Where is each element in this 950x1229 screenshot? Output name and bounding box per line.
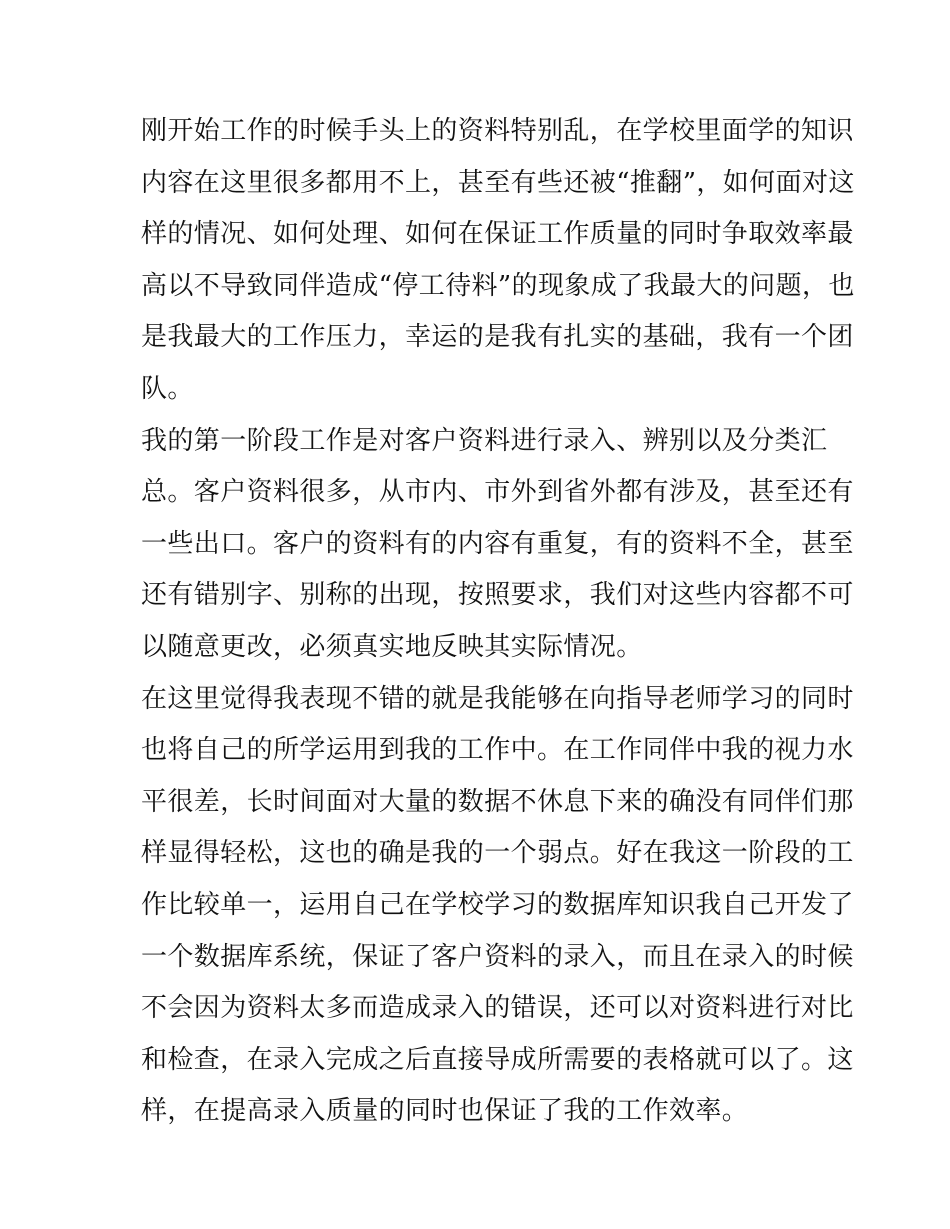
text-line: 样显得轻松，这也的确是我的一个弱点。好在我这一阶段的工 [141,838,854,869]
text-line: 是我最大的工作压力，幸运的是我有扎实的基础，我有一个团 [141,322,854,353]
document-body [141,106,855,1189]
text-line: 样的情况、如何处理、如何在保证工作质量的同时争取效率最 [141,219,854,250]
text-line: 在这里觉得我表现不错的就是我能够在向指导老师学习的同时 [141,683,854,714]
text-line: 不会因为资料太多而造成录入的错误，还可以对资料进行对比 [141,993,854,1024]
text-line [141,1138,813,1190]
paragraph-2 [141,416,854,674]
text-line: 我的第一阶段工作是对客户资料进行录入、辨别以及分类汇 [141,425,828,456]
text-line: 队。 [141,373,194,404]
paragraph-1 [141,106,855,416]
text-line: 内容在这里很多都用不上，甚至有些还被“推翻”，如何面对这 [141,167,855,198]
text-line: 刚开始工作的时候手头上的资料特别乱，在学校里面学的知识 [141,116,854,146]
text-line: 一个数据库系统，保证了客户资料的录入，而且在录入的时候 [141,941,854,972]
paragraph-3 [141,674,854,1190]
text-line: 高以不导致同伴造成“停工待料”的现象成了我最大的问题，也 [141,270,855,301]
text-line: 和检查，在录入完成之后直接导成所需要的表格就可以了。这 [141,1044,854,1075]
text-line: 作比较单一，运用自己在学校学习的数据库知识我自己开发了 [141,889,854,920]
text-line: 一些出口。客户的资料有的内容有重复，有的资料不全，甚至 [141,528,854,559]
text-line: 以随意更改，必须真实地反映其实际情况。 [141,631,643,662]
text-line: 还有错别字、别称的出现，按照要求，我们对这些内容都不可 [141,580,854,611]
text-line: 总。客户资料很多，从市内、市外到省外都有涉及，甚至还有 [141,477,854,508]
text-line: 平很差，长时间面对大量的数据不休息下来的确没有同伴们那 [141,786,854,817]
text-line: 样，在提高录入质量的同时也保证了我的工作效率。 [141,1096,749,1127]
text-line: 也将自己的所学运用到我的工作中。在工作同伴中我的视力水 [141,735,854,766]
